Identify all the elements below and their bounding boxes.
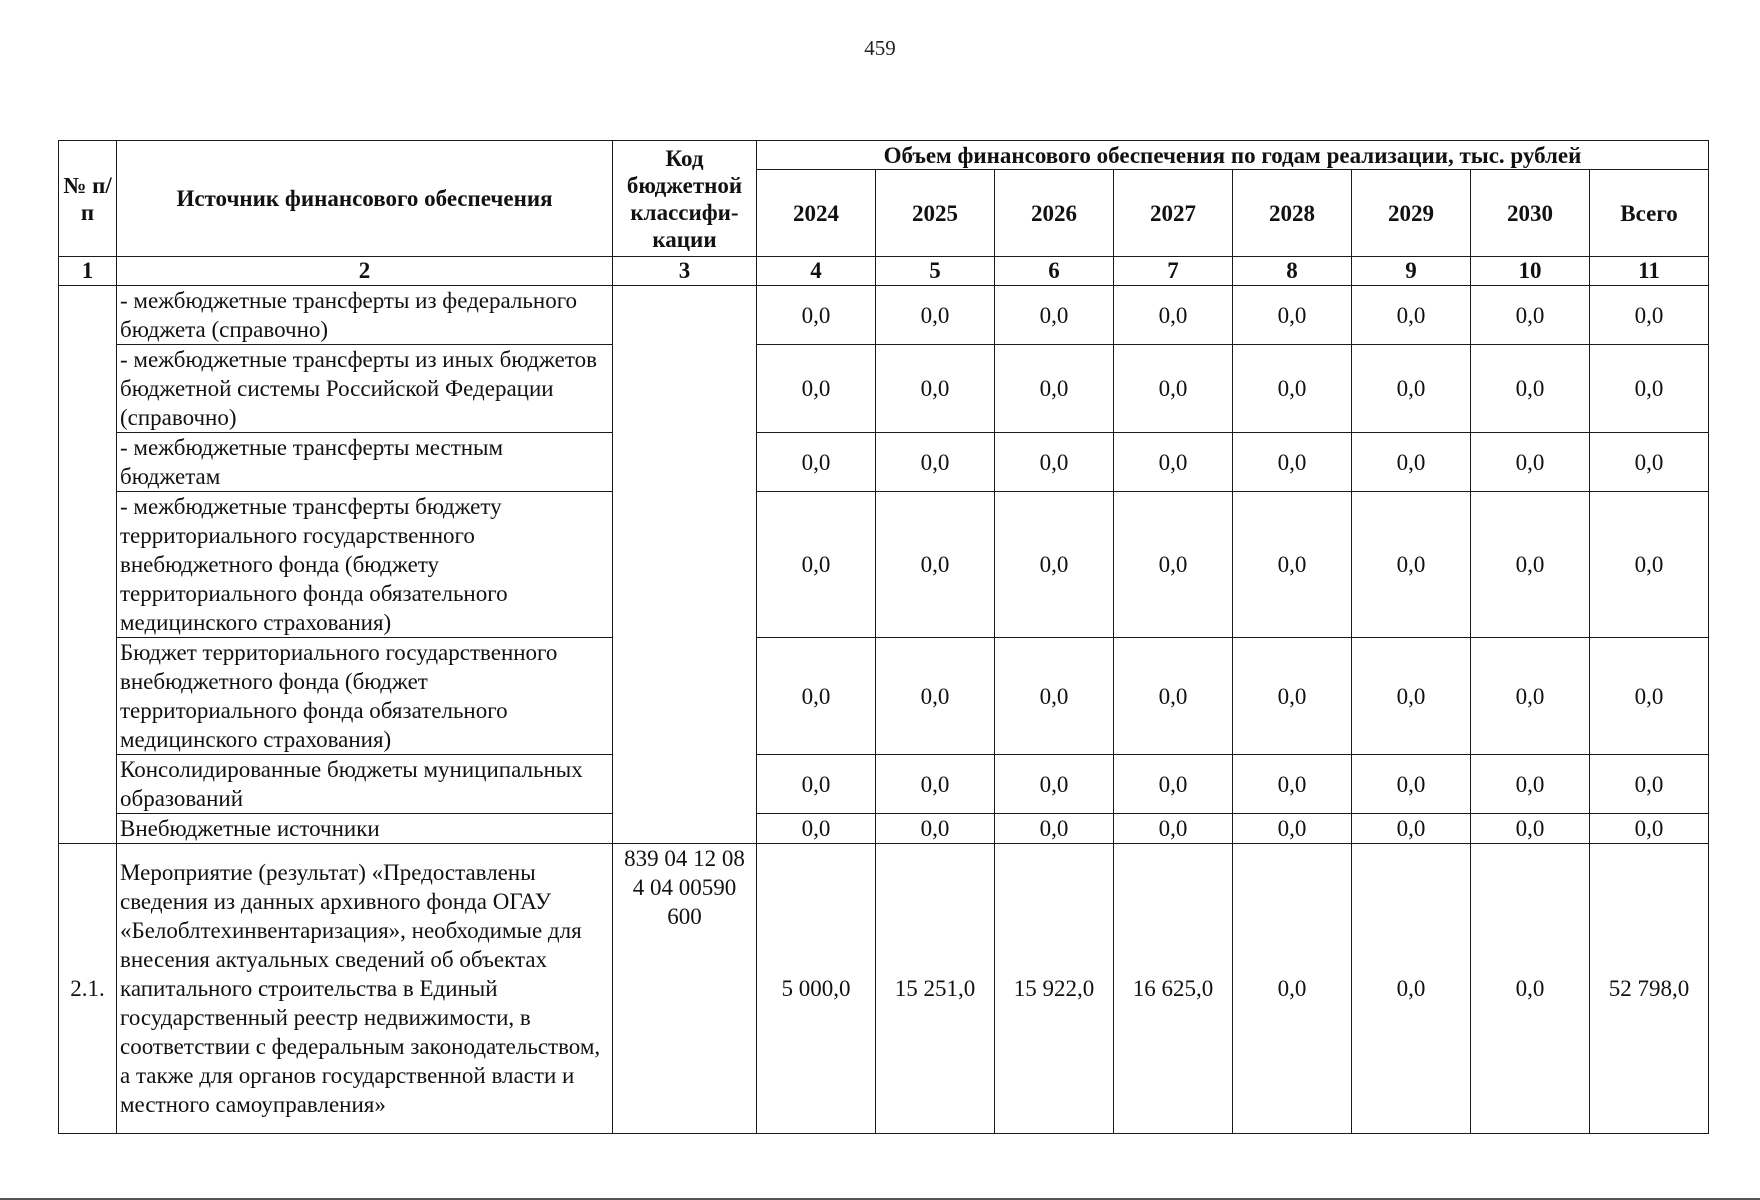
value-cell: 0,0 xyxy=(995,755,1114,814)
total-cell: 0,0 xyxy=(1590,638,1709,755)
value-cell: 0,0 xyxy=(1233,492,1352,638)
value-cell: 0,0 xyxy=(1114,755,1233,814)
total-cell: 0,0 xyxy=(1590,433,1709,492)
header-year: 2026 xyxy=(995,170,1114,257)
value-cell: 0,0 xyxy=(1352,433,1471,492)
source-cell: Внебюджетные источники xyxy=(117,814,613,844)
value-cell: 15 251,0 xyxy=(876,844,995,1134)
value-cell: 0,0 xyxy=(995,638,1114,755)
measure-row xyxy=(59,844,1709,1134)
source-cell: Бюджет территориального государственного внебюджетного фонда (бюджет территориального фонда обязательного медицинского страхования) xyxy=(117,638,613,755)
total-cell: 0,0 xyxy=(1590,492,1709,638)
value-cell: 0,0 xyxy=(876,814,995,844)
value-cell: 0,0 xyxy=(1114,492,1233,638)
column-index: 1 xyxy=(59,257,117,286)
num-cell-empty xyxy=(59,286,117,844)
value-cell: 5 000,0 xyxy=(757,844,876,1134)
header-source: Источник финансового обеспечения xyxy=(117,141,613,257)
value-cell: 0,0 xyxy=(1114,286,1233,345)
value-cell: 0,0 xyxy=(1233,844,1352,1134)
value-cell: 0,0 xyxy=(1352,286,1471,345)
value-cell: 0,0 xyxy=(1471,286,1590,345)
value-cell: 0,0 xyxy=(1233,638,1352,755)
value-cell: 0,0 xyxy=(876,286,995,345)
total-cell: 0,0 xyxy=(1590,814,1709,844)
source-cell: - межбюджетные трансферты бюджету территориального государственного внебюджетного фонда (бюджету территориального фонда обязательного медицинского страхования) xyxy=(117,492,613,638)
value-cell: 0,0 xyxy=(1114,814,1233,844)
value-cell: 0,0 xyxy=(1233,755,1352,814)
value-cell: 0,0 xyxy=(757,345,876,433)
measure-number: 2.1. xyxy=(59,844,117,1134)
column-index: 10 xyxy=(1471,257,1590,286)
value-cell: 0,0 xyxy=(1114,345,1233,433)
value-cell: 0,0 xyxy=(1471,844,1590,1134)
value-cell: 0,0 xyxy=(995,286,1114,345)
header-year: 2027 xyxy=(1114,170,1233,257)
value-cell: 0,0 xyxy=(757,755,876,814)
value-cell: 0,0 xyxy=(1233,433,1352,492)
header-volume: Объем финансового обеспечения по годам реализации, тыс. рублей xyxy=(757,141,1709,170)
value-cell: 0,0 xyxy=(876,755,995,814)
value-cell: 0,0 xyxy=(1352,492,1471,638)
column-index: 5 xyxy=(876,257,995,286)
total-cell: 0,0 xyxy=(1590,345,1709,433)
header-total: Всего xyxy=(1590,170,1709,257)
total-cell: 52 798,0 xyxy=(1590,844,1709,1134)
total-cell: 0,0 xyxy=(1590,286,1709,345)
value-cell: 0,0 xyxy=(1471,638,1590,755)
value-cell: 0,0 xyxy=(1233,345,1352,433)
total-cell: 0,0 xyxy=(1590,755,1709,814)
measure-source: Мероприятие (результат) «Предоставлены сведения из данных архивного фонда ОГАУ «Белоблтехинвентаризация», необходимые для внесения актуальных сведений об объектах капитального строительства в Единый государственный реестр недвижимости, в соответствии с федеральным законодательством, а также для органов государственной власти и местного самоуправления» xyxy=(117,844,613,1134)
column-index: 11 xyxy=(1590,257,1709,286)
value-cell: 0,0 xyxy=(1471,433,1590,492)
value-cell: 0,0 xyxy=(1233,814,1352,844)
value-cell: 0,0 xyxy=(876,433,995,492)
value-cell: 0,0 xyxy=(876,638,995,755)
financing-table xyxy=(58,140,1709,1134)
value-cell: 0,0 xyxy=(1352,844,1471,1134)
column-index: 8 xyxy=(1233,257,1352,286)
value-cell: 0,0 xyxy=(757,814,876,844)
table-row xyxy=(59,286,1709,345)
value-cell: 15 922,0 xyxy=(995,844,1114,1134)
header-code: Код бюджетной классифи-кации xyxy=(613,141,757,257)
value-cell: 0,0 xyxy=(757,433,876,492)
value-cell: 0,0 xyxy=(995,433,1114,492)
value-cell: 16 625,0 xyxy=(1114,844,1233,1134)
table-row xyxy=(59,755,1709,814)
value-cell: 0,0 xyxy=(995,492,1114,638)
value-cell: 0,0 xyxy=(757,492,876,638)
header-year: 2029 xyxy=(1352,170,1471,257)
column-index: 9 xyxy=(1352,257,1471,286)
value-cell: 0,0 xyxy=(757,638,876,755)
table-row xyxy=(59,345,1709,433)
value-cell: 0,0 xyxy=(1352,638,1471,755)
source-cell: Консолидированные бюджеты муниципальных образований xyxy=(117,755,613,814)
measure-code: 839 04 12 08 4 04 00590 600 xyxy=(613,844,757,1134)
code-cell-empty xyxy=(613,286,757,844)
table-row xyxy=(59,638,1709,755)
header-year: 2028 xyxy=(1233,170,1352,257)
column-index: 4 xyxy=(757,257,876,286)
source-cell: - межбюджетные трансферты из иных бюджетов бюджетной системы Российской Федерации (справочно) xyxy=(117,345,613,433)
header-year: 2024 xyxy=(757,170,876,257)
value-cell: 0,0 xyxy=(1471,345,1590,433)
value-cell: 0,0 xyxy=(1471,492,1590,638)
header-year: 2025 xyxy=(876,170,995,257)
value-cell: 0,0 xyxy=(1352,345,1471,433)
value-cell: 0,0 xyxy=(876,492,995,638)
table-row xyxy=(59,492,1709,638)
page-number: 459 xyxy=(864,36,896,60)
column-index: 3 xyxy=(613,257,757,286)
value-cell: 0,0 xyxy=(1471,755,1590,814)
value-cell: 0,0 xyxy=(1233,286,1352,345)
source-cell: - межбюджетные трансферты из федерального бюджета (справочно) xyxy=(117,286,613,345)
value-cell: 0,0 xyxy=(995,345,1114,433)
value-cell: 0,0 xyxy=(876,345,995,433)
column-index: 7 xyxy=(1114,257,1233,286)
table-row xyxy=(59,433,1709,492)
column-index: 2 xyxy=(117,257,613,286)
value-cell: 0,0 xyxy=(757,286,876,345)
value-cell: 0,0 xyxy=(995,814,1114,844)
value-cell: 0,0 xyxy=(1471,814,1590,844)
header-num: № п/п xyxy=(59,141,117,257)
value-cell: 0,0 xyxy=(1114,433,1233,492)
value-cell: 0,0 xyxy=(1352,814,1471,844)
header-year: 2030 xyxy=(1471,170,1590,257)
value-cell: 0,0 xyxy=(1352,755,1471,814)
source-cell: - межбюджетные трансферты местным бюджетам xyxy=(117,433,613,492)
table-row xyxy=(59,814,1709,844)
value-cell: 0,0 xyxy=(1114,638,1233,755)
column-index: 6 xyxy=(995,257,1114,286)
